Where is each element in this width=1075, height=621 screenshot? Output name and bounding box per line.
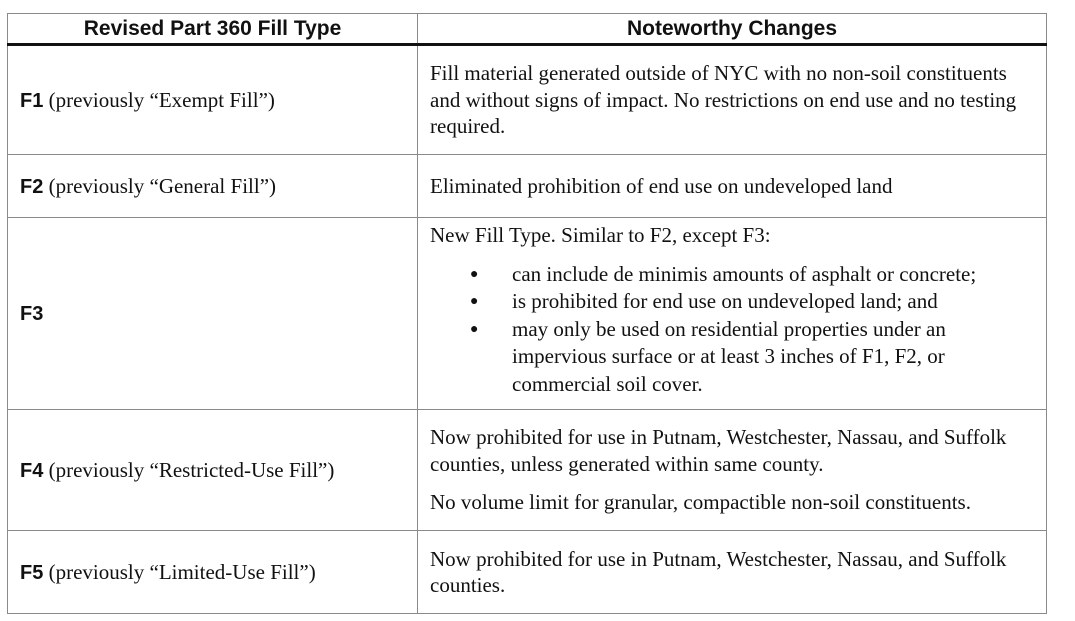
fill-type-cell (8, 531, 418, 614)
list-item: ● can include de minimis amounts of asphalt or concrete; (430, 261, 1036, 289)
fill-type-cell (8, 218, 418, 410)
previous-name: (previously “General Fill”) (48, 173, 277, 198)
previous-name: (previously “Limited-Use Fill”) (48, 559, 316, 584)
table-row (8, 155, 1047, 218)
fill-type-cell (8, 45, 418, 155)
table-row (8, 410, 1047, 531)
change-bullet-list (430, 261, 1036, 399)
change-text: Now prohibited for use in Putnam, Westchester, Nassau, and Suffolk counties, unless generated within same county. (430, 425, 1007, 476)
fill-code: F1 (20, 89, 44, 112)
change-text-secondary: No volume limit for granular, compactible non-soil constituents. (430, 490, 971, 515)
change-text: Eliminated prohibition of end use on undeveloped land (430, 173, 893, 198)
table-row (8, 218, 1047, 410)
list-item: ● may only be used on residential properties under an impervious surface or at least 3 inches of F1, F2, or commercial soil cover. (430, 316, 1036, 399)
table-row (8, 531, 1047, 614)
header-noteworthy-changes: Noteworthy Changes (418, 14, 1047, 45)
fill-code: F2 (20, 175, 44, 198)
change-intro: New Fill Type. Similar to F2, except F3: (430, 223, 771, 247)
changes-cell (418, 531, 1047, 614)
fill-type-cell (8, 410, 418, 531)
change-text: Now prohibited for use in Putnam, Westchester, Nassau, and Suffolk counties. (430, 546, 1007, 597)
changes-cell (418, 410, 1047, 531)
header-row (8, 14, 1047, 45)
fill-code: F4 (20, 459, 44, 482)
fill-code: F3 (20, 303, 44, 325)
list-item: ● is prohibited for end use on undeveloped land; and (430, 288, 1036, 316)
header-fill-type: Revised Part 360 Fill Type (8, 14, 418, 45)
changes-cell (418, 155, 1047, 218)
previous-name: (previously “Exempt Fill”) (48, 87, 275, 112)
fill-type-cell (8, 155, 418, 218)
table-row (8, 45, 1047, 155)
changes-cell (418, 45, 1047, 155)
changes-cell (418, 218, 1047, 410)
previous-name: (previously “Restricted-Use Fill”) (48, 457, 335, 482)
change-text: Fill material generated outside of NYC with no non-soil constituents and without signs of impact. No restrictions on end use and no testing required. (430, 61, 1017, 139)
fill-type-table (7, 13, 1047, 614)
fill-code: F5 (20, 561, 44, 584)
